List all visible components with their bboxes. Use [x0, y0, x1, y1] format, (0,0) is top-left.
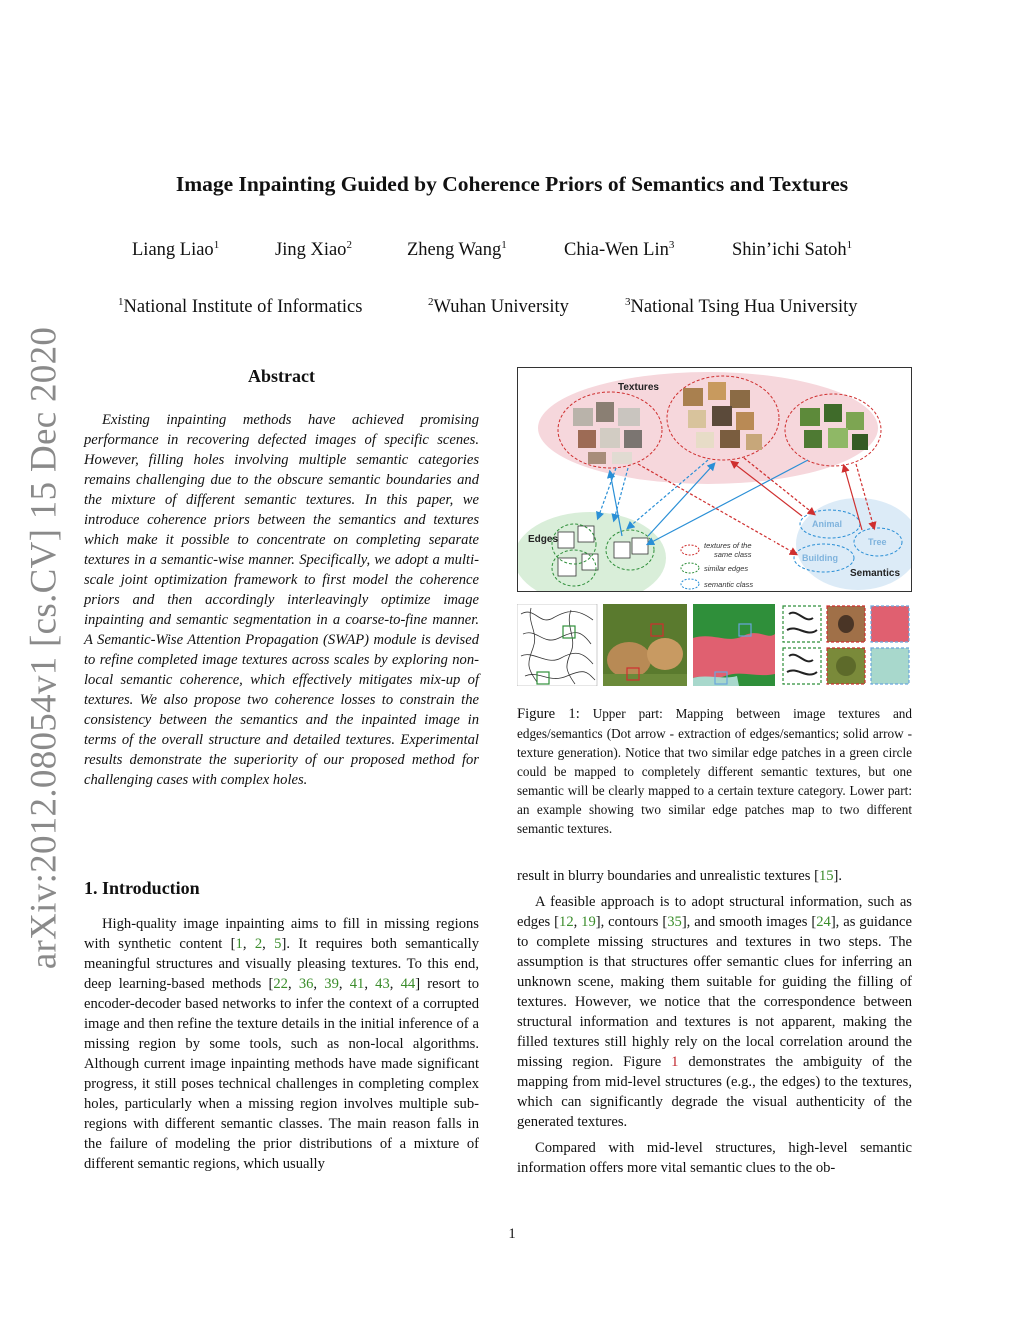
citation-link[interactable]: 36 [298, 976, 314, 992]
figure-1-diagram [517, 367, 912, 592]
citation-link[interactable]: 41 [349, 976, 365, 992]
citation-link[interactable]: 24 [816, 914, 831, 930]
affiliation-mark: 3 [625, 295, 631, 308]
paper-title: Image Inpainting Guided by Coherence Priors of Semantics and Textures [175, 172, 849, 196]
page-number: 1 [508, 1226, 516, 1242]
citation-link[interactable]: 22 [273, 976, 288, 992]
label-semantics: Semantics [850, 568, 901, 579]
affiliation-mark: 2 [428, 295, 434, 308]
figure-legend [678, 540, 774, 592]
author-affiliation-mark: 1 [213, 238, 220, 251]
author-affiliation-mark: 2 [346, 238, 352, 251]
label-tree: Tree [868, 537, 887, 547]
citation-link[interactable]: 5 [274, 936, 282, 952]
citation-link[interactable]: 43 [375, 976, 390, 992]
citation-link[interactable]: 2 [254, 936, 263, 952]
legend-texture-class-line1: textures of the [704, 541, 752, 550]
citation-link[interactable]: 15 [818, 868, 834, 884]
section-heading-introduction: 1. Introduction [84, 878, 200, 898]
figure-1-strip-svg [517, 604, 912, 686]
input-photo [603, 604, 687, 686]
affiliation-name: National Tsing Hua University [630, 297, 858, 317]
label-edges: Edges [528, 534, 559, 545]
affiliation-list [0, 297, 1024, 327]
introduction-paragraph: High-quality image inpainting aims to fill in missing regions with synthetic content [1, 2, 5]. It requires both semantically meaningful structures and visually pleasing textures. To this end, deep learning-based methods [22, 36, 39, 41, 43, 44] resort to encoder-decoder based networks to infer the context of a corrupted image and then refine the texture details in the initial inference of a missing region by some tools, such as non-local algorithms. Although current image inpainting methods have made significant progress, it still poses technical challenges in completing complex holes, particularly when a missing region involves multiple sub-regions with different semantic classes. The main reason falls in the failure of modeling the prior distributions of a mixture of different semantic regions, which usually [84, 916, 480, 1172]
citation-link[interactable]: 39 [324, 976, 339, 992]
citation-link[interactable]: 1 [235, 936, 243, 952]
affiliation-1 [118, 297, 362, 318]
arxiv-identifier: arXiv:2012.08054v1 [cs.CV] 15 Dec 2020 [23, 326, 65, 970]
right-paragraph-2: Compared with mid-level structures, high-level semantic information offers more vital semantic clues to the ob- [517, 1140, 912, 1176]
citation-link[interactable]: 19 [581, 914, 596, 930]
citation-link[interactable]: 12 [559, 914, 574, 930]
legend-similar-edges: similar edges [704, 564, 749, 573]
figure-1-caption-text: Upper part: Mapping between image textures and edges/semantics (Dot arrow - extraction of edges/semantics; solid arrow - texture generation). Notice that two similar edge patches in a green circle could be mapped to completely different semantic textures, but one semantic will be clearly mapped to a certain texture category. Lower part: an example showing two similar edge patches map to two different semantic textures. [517, 706, 912, 836]
label-animal: Animal [812, 519, 843, 529]
figure-reference-link[interactable]: 1 [671, 1054, 679, 1070]
right-paragraph-1: A feasible approach is to adopt structural information, such as edges [12, 19], contours [35], and smooth images [24], as guidance to complete missing structures and textures in two steps. The assumption is that structures offer semantic clues for inferring an unknown scene, making them suitable for guiding the filling of textures. However, we notice that the correspondence between structural information and textures is not apparent, making the filled textures still highly rely on the local correlation around the missing region. Figure 1 demonstrates the ambiguity of the mapping from mid-level structures (e.g., the edges) to the textures, which can significantly degrade the visual authenticity of the generated textures. [517, 894, 912, 1130]
abstract-heading: Abstract [248, 366, 315, 386]
legend-semantic-class: semantic class [704, 580, 754, 589]
author-name: Liang Liao [132, 240, 214, 260]
affiliation-3 [625, 297, 858, 318]
segmentation-map [693, 604, 775, 686]
figure-1-caption [517, 704, 912, 838]
citation-link[interactable]: 35 [667, 914, 682, 930]
figure-1-example-strip [517, 604, 912, 686]
author-affiliation-mark: 1 [846, 238, 853, 251]
legend-texture-class-line2: same class [714, 550, 752, 559]
affiliation-name: National Institute of Informatics [123, 297, 363, 317]
author-1 [132, 240, 219, 261]
label-textures: Textures [618, 382, 659, 393]
edge-map-image [517, 604, 597, 686]
author-name: Shin’ichi Satoh [732, 240, 847, 260]
label-building: Building [802, 553, 838, 563]
author-name: Chia-Wen Lin [564, 240, 669, 260]
author-5 [732, 240, 852, 261]
author-affiliation-mark: 1 [501, 238, 507, 251]
affiliation-2 [428, 297, 569, 318]
right-column-text [517, 866, 912, 1178]
author-list [0, 240, 1024, 270]
citation-link[interactable]: 44 [400, 976, 416, 992]
figure-1-svg [518, 368, 912, 592]
figure-1-caption-label: Figure 1: [517, 706, 580, 722]
author-3 [407, 240, 507, 261]
affiliation-name: Wuhan University [433, 297, 569, 317]
author-name: Zheng Wang [407, 240, 502, 260]
author-4 [564, 240, 674, 261]
author-affiliation-mark: 3 [668, 238, 675, 251]
right-paragraph-0: result in blurry boundaries and unrealistic textures [15]. [517, 868, 843, 884]
author-2 [275, 240, 352, 261]
zoomed-patches [783, 606, 909, 684]
author-name: Jing Xiao [275, 240, 347, 260]
abstract-body: Existing inpainting methods have achieved promising performance in recovering defected images of specific scenes. However, filling holes involving multiple semantic categories remains challenging due to the obscure semantic boundaries and the mixture of different semantic textures. In this paper, we introduce coherence priors between the semantics and textures which make it possible to concentrate on completing separate textures in a semantic-wise manner. Specifically, we adopt a multi-scale joint optimization framework to first model the coherence priors and then accordingly interleavingly optimize image inpainting and semantic segmentation in a coarse-to-fine manner. A Semantic-Wise Attention Propagation (SWAP) module is devised to refine completed image textures across scales by exploring non-local semantic coherence, which effectively mitigates mix-up of textures. We also propose two coherence losses to constrain the consistency between the semantics and the inpainted image in terms of the overall structure and detailed textures. Experimental results demonstrate the superiority of our proposed method for challenging cases with complex holes. [84, 412, 479, 788]
affiliation-mark: 1 [118, 295, 124, 308]
